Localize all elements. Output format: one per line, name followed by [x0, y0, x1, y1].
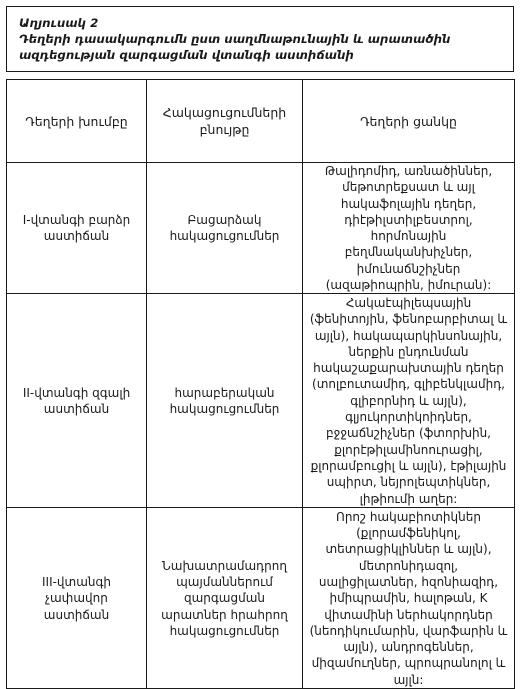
cell-group: II-վտանգի զգալի աստիճան	[7, 294, 147, 508]
cell-nature: Բացարձակ հակացուցումներ	[147, 163, 303, 294]
header-contraindication-nature: Հակացուցումների բնույթը	[147, 80, 303, 163]
header-drug-group: Դեղերի խումբը	[7, 80, 147, 163]
table-header-row	[7, 80, 515, 163]
caption-table-number: Աղյուսակ 2	[19, 16, 99, 30]
header-drug-list: Դեղերի ցանկը	[303, 80, 515, 163]
cell-group: I-վտանգի բարձր աստիճան	[7, 163, 147, 294]
cell-group: III-վտանգի չափավոր աստիճան	[7, 508, 147, 689]
table-row	[7, 508, 515, 689]
table-row	[7, 294, 515, 508]
cell-drugs: Որոշ հակաբիոտիկներ (քլորամֆենիկոլ, տետրացիկլիններ և այլն), մետրոնիդազոլ, սալիցիլատներ, հզոնիազիդ, իմիպրամին, հալոթան, K վիտամինի ներհակորդներ (նեոդիկումարին, վարֆարին և այլն), անդրոգեններ, միզամուղներ, պրոպրանոլոլ և այլն:	[303, 508, 515, 689]
cell-nature: hարաբերական հակացուցումներ	[147, 294, 303, 508]
drug-classification-table	[6, 79, 515, 689]
cell-drugs: Հակաէպիլեպսային (ֆենիտոյին, ֆենոբարբիտալ և այլն), հակապարկինսոնային, ներքին ընդունման հակաշաքարախտային դեղեր (տոլբուտամիդ, գլիբենկլամիդ, գլիբորնիդ և այլն), գլյուկորտիկոիդներ, բջջաճնշիչներ (ֆտորխին, քլորէթիլամինոուրացիլ, քլորամբուցիլ և այլն), էթիլային սպիրտ, նեյրոլեպտիկներ, լիթիումի աղեր:	[303, 294, 515, 508]
caption-title-line-1: Դեղերի դասակարգումն ըստ սաղմնաթունային և արատածին	[19, 32, 451, 46]
table-caption	[6, 6, 514, 72]
cell-nature: Նախատրամադրող պայմաններում զարգացման արատներ հրահրող հակացուցումներ	[147, 508, 303, 689]
table-row	[7, 163, 515, 294]
caption-title-line-2: ազդեցության զարգացման վտանգի աստիճանի	[19, 48, 354, 62]
cell-drugs: Թալիդոմիդ, առնածիններ, մեթոտրեքսատ և այլ հակաֆոլային դեղեր, դիէթիլստիլբեստրոլ, հորմոնային բեղմնականխիչներ, իմունաճնշիչներ (ազաթիոպրին, իմուրան):	[303, 163, 515, 294]
